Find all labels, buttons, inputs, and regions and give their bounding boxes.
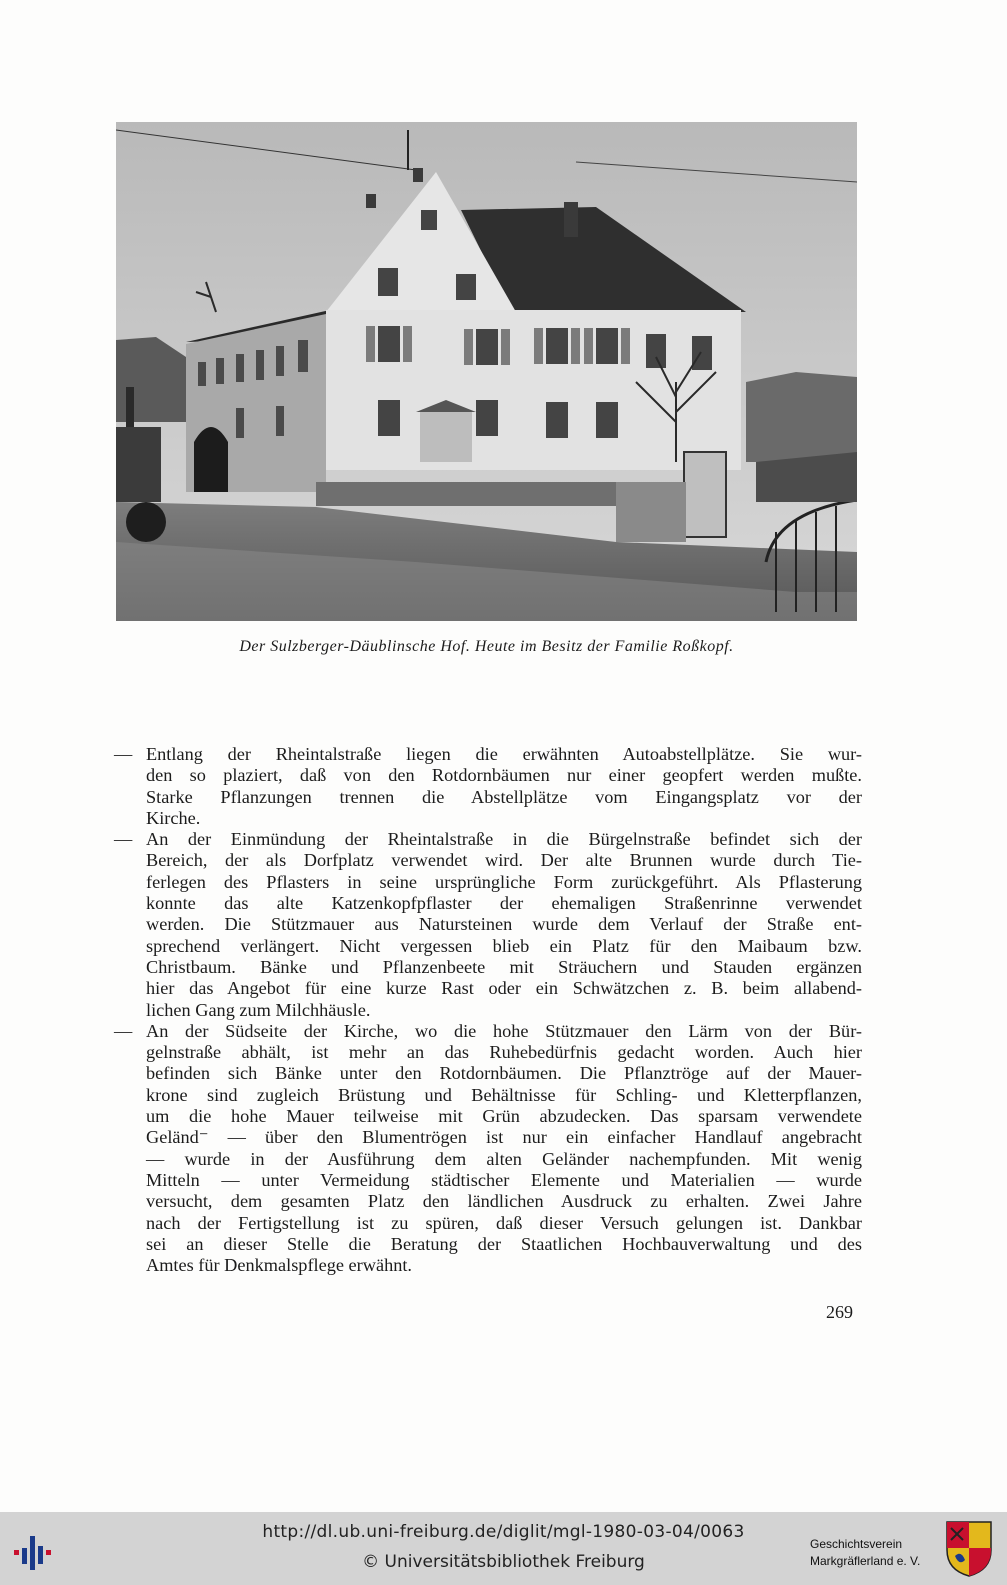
bullet-paragraph (114, 829, 862, 1021)
text-line: befinden sich Bänke unter den Rotdornbäumen. Die Pflanztröge auf der Mauer- (146, 1063, 862, 1084)
text-line: Starke Pflanzungen trennen die Abstellplätze vom Eingangsplatz vor der (146, 786, 862, 807)
copyright-text: © Universitätsbibliothek Freiburg (362, 1552, 645, 1572)
text-line: An der Einmündung der Rheintalstraße in die Bürgelnstraße befindet sich der (146, 829, 862, 850)
text-line: um die hohe Mauer teilweise mit Grün abzudecken. Das sparsam verwendete (146, 1106, 862, 1127)
dash-marker: — (114, 829, 133, 850)
text-line: den so plaziert, daß von den Rotdornbäumen nur einer geopfert werden mußte. (146, 765, 862, 786)
text-line: hier das Angebot für eine kurze Rast oder ein Schwätzchen z. B. beim allabend- (146, 978, 862, 999)
text-line: nach der Fertigstellung ist zu spüren, daß dieser Versuch gelungen ist. Dankbar (146, 1212, 862, 1233)
text-line: werden. Die Stützmauer aus Natursteinen wurde dem Verlauf der Straße ent- (146, 914, 862, 935)
farmhouse-photo-image (116, 122, 857, 621)
text-line: Geländ⁻ — über den Blumentrögen ist nur ein einfacher Handlauf angebracht (146, 1127, 862, 1148)
dash-marker: — (114, 744, 133, 764)
photo-caption: Der Sulzberger-Däublinsche Hof. Heute im Besitz der Familie Roßkopf. (239, 638, 734, 655)
text-line: lichen Gang zum Milchhäusle. (146, 999, 371, 1020)
text-line: ferlegen des Pflasters in seine ursprüngliche Form zurückgeführt. Als Pflasterung (146, 871, 862, 892)
source-url-link[interactable]: http://dl.ub.uni-freiburg.de/diglit/mgl-1980-03-04/0063 (262, 1522, 745, 1542)
text-line: krone sind zugleich Brüstung und Behältnisse für Schling- und Kletterpflanzen, (146, 1084, 862, 1105)
farmhouse-photo (116, 122, 857, 621)
text-line: Amtes für Denkmalspflege erwähnt. (146, 1255, 413, 1276)
text-line: sei an dieser Stelle die Beratung der Staatlichen Hochbauverwaltung und des (146, 1233, 862, 1254)
text-line: An der Südseite der Kirche, wo die hohe Stützmauer den Lärm von der Bür- (146, 1020, 862, 1041)
text-line: konnte das alte Katzenkopfpflaster der ehemaligen Straßenrinne verwendet (146, 893, 862, 914)
text-line: sprechend verlängert. Nicht vergessen blieb ein Platz für den Maibaum bzw. (146, 935, 862, 956)
text-line: versucht, dem gesamten Platz den ländlichen Ausdruck zu erhalten. Zwei Jahre (146, 1191, 862, 1212)
bullet-paragraph (114, 744, 862, 829)
text-line: gelnstraße abhält, ist mehr an das Ruhebedürfnis gedacht worden. Auch hier (146, 1042, 862, 1063)
text-line: Mitteln — unter Vermeidung städtischer Elemente und Materialien — wurde (146, 1169, 862, 1190)
bullet-paragraph (114, 1021, 862, 1277)
dash-marker: — (114, 1020, 133, 1041)
text-line: Kirche. (146, 807, 201, 828)
page-number: 269 (826, 1302, 853, 1322)
society-name (810, 1536, 920, 1570)
text-line: — wurde in der Ausführung dem alten Geländer nachempfunden. Mit wenig (146, 1148, 862, 1169)
coat-of-arms-icon (945, 1520, 993, 1582)
text-line: Christbaum. Bänke und Pflanzenbeete mit Sträuchern und Stauden ergänzen (146, 956, 862, 977)
main-text (114, 744, 862, 1276)
society-name-line1: Geschichtsverein (810, 1537, 903, 1551)
footer-bar (0, 1512, 1007, 1585)
text-line: Bereich, der als Dorfplatz verwendet wird. Der alte Brunnen wurde durch Tie- (146, 850, 862, 871)
society-name-line2: Markgräflerland e. V. (810, 1554, 921, 1568)
text-line: Entlang der Rheintalstraße liegen die erwähnten Autoabstellplätze. Sie wur- (146, 744, 862, 764)
